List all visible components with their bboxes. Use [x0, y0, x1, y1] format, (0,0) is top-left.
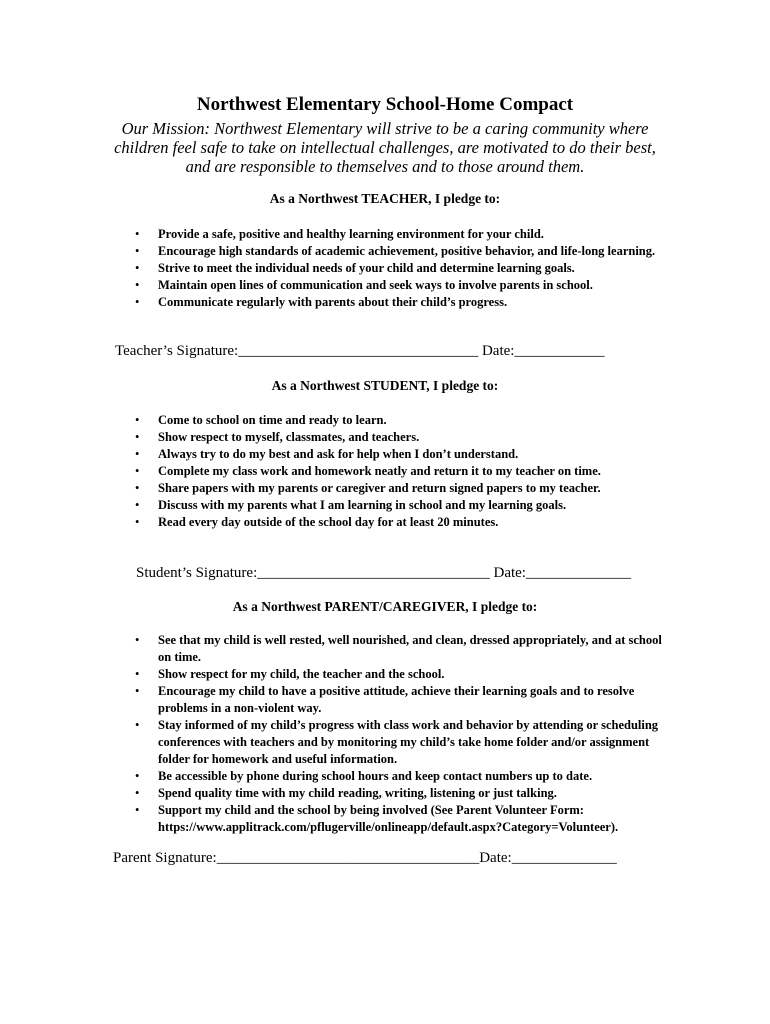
- list-item: • Encourage high standards of academic achievement, positive behavior, and life-long learning.: [131, 243, 668, 260]
- parent-pledge-list: [131, 632, 668, 836]
- parent-pledge-heading: As a Northwest PARENT/CAREGIVER, I pledge to:: [232, 599, 538, 614]
- student-pledge-list: [131, 412, 668, 531]
- list-item: • Always try to do my best and ask for help when I don’t understand.: [131, 446, 668, 463]
- student-pledge-heading: As a Northwest STUDENT, I pledge to:: [271, 378, 499, 393]
- list-item: • Be accessible by phone during school hours and keep contact numbers up to date.: [131, 768, 668, 785]
- list-item: • Come to school on time and ready to learn.: [131, 412, 668, 429]
- list-item: • Stay informed of my child’s progress with class work and behavior by attending or scheduling conferences with teachers and by monitoring my child’s take home folder and/or assignment folder for homework and useful information.: [131, 717, 668, 768]
- list-item: • Spend quality time with my child reading, writing, listening or just talking.: [131, 785, 668, 802]
- list-item: • Complete my class work and homework neatly and return it to my teacher on time.: [131, 463, 668, 480]
- list-item: • Strive to meet the individual needs of your child and determine learning goals.: [131, 260, 668, 277]
- list-item: • Maintain open lines of communication and seek ways to involve parents in school.: [131, 277, 668, 294]
- list-item: • Discuss with my parents what I am learning in school and my learning goals.: [131, 497, 668, 514]
- document-title: Northwest Elementary School-Home Compact: [196, 94, 574, 115]
- list-item: • See that my child is well rested, well nourished, and clean, dressed appropriately, and at school on time.: [131, 632, 668, 666]
- teacher-pledge-heading: As a Northwest TEACHER, I pledge to:: [269, 191, 501, 206]
- list-item: • Communicate regularly with parents about their child’s progress.: [131, 294, 668, 311]
- teacher-pledge-list: [131, 226, 668, 311]
- list-item: • Support my child and the school by being involved (See Parent Volunteer Form: https://www.applitrack.com/pflugerville/onlineapp/default.aspx?Category=Volunteer).: [131, 802, 668, 836]
- list-item: • Share papers with my parents or caregiver and return signed papers to my teacher.: [131, 480, 668, 497]
- list-item: • Show respect to myself, classmates, and teachers.: [131, 429, 668, 446]
- student-signature-line[interactable]: Student’s Signature:_______________________________ Date:______________: [136, 565, 631, 581]
- list-item: • Show respect for my child, the teacher and the school.: [131, 666, 668, 683]
- mission-statement: Our Mission: Northwest Elementary will strive to be a caring community where children feel safe to take on intellectual challenges, are motivated to do their best, and are responsible to themselves and to those around them.: [114, 119, 656, 176]
- list-item: • Provide a safe, positive and healthy learning environment for your child.: [131, 226, 668, 243]
- parent-signature-line[interactable]: Parent Signature:___________________________________Date:______________: [113, 850, 617, 866]
- list-item: • Encourage my child to have a positive attitude, achieve their learning goals and to resolve problems in a non-violent way.: [131, 683, 668, 717]
- list-item: • Read every day outside of the school day for at least 20 minutes.: [131, 514, 668, 531]
- teacher-signature-line[interactable]: Teacher’s Signature:________________________________ Date:____________: [115, 343, 605, 359]
